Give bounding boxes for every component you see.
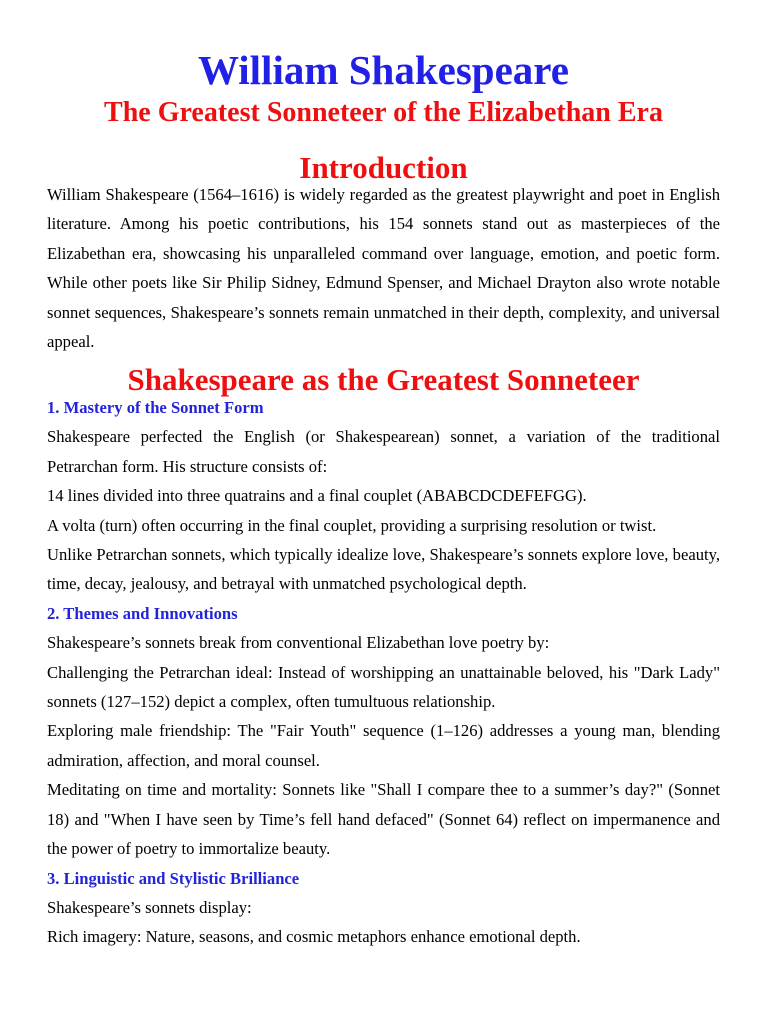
mastery-intro: Shakespeare perfected the English (or Shakespearean) sonnet, a variation of the traditional Petrarchan form. His structure consists of: [47, 427, 720, 476]
themes-point-2: Exploring male friendship: The "Fair Youth" sequence (1–126) addresses a young man, blending admiration, affection, and moral counsel. [47, 721, 720, 770]
themes-point-3: Meditating on time and mortality: Sonnets like "Shall I compare thee to a summer’s day?" (Sonnet 18) and "When I have seen by Time’s fell hand defaced" (Sonnet 64) reflect on impermanence and the power of poetry to immortalize beauty. [47, 780, 720, 859]
introduction-paragraph: William Shakespeare (1564–1616) is widely regarded as the greatest playwright and poet in English literature. Among his poetic contributions, his 154 sonnets stand out as masterpieces of the Elizabethan era, showcasing his unparalleled command over language, emotion, and poetic form. While other poets like Sir Philip Sidney, Edmund Spenser, and Michael Drayton also wrote notable sonnet sequences, Shakespeare’s sonnets remain unmatched in their depth, complexity, and universal appeal. [47, 185, 720, 352]
introduction-heading: Introduction [299, 150, 468, 185]
mastery-heading: 1. Mastery of the Sonnet Form [47, 398, 264, 417]
document-title: William Shakespeare [198, 47, 569, 93]
linguistic-heading: 3. Linguistic and Stylistic Brilliance [47, 868, 300, 888]
linguistic-point-1: Rich imagery: Nature, seasons, and cosmic metaphors enhance emotional depth. [47, 927, 581, 947]
mastery-point-3: Unlike Petrarchan sonnets, which typically idealize love, Shakespeare’s sonnets explore love, beauty, time, decay, jealousy, and betrayal with unmatched psychological depth. [47, 545, 720, 594]
themes-intro: Shakespeare’s sonnets break from conventional Elizabethan love poetry by: [47, 633, 550, 653]
document-subtitle: The Greatest Sonneteer of the Elizabethan Era [104, 97, 663, 128]
mastery-point-2: A volta (turn) often occurring in the final couplet, providing a surprising resolution or twist. [47, 515, 657, 535]
themes-point-1: Challenging the Petrarchan ideal: Instead of worshipping an unattainable beloved, his "Dark Lady" sonnets (127–152) depict a complex, often tumultuous relationship. [47, 662, 720, 712]
linguistic-intro: Shakespeare’s sonnets display: [47, 897, 252, 917]
mastery-point-1: 14 lines divided into three quatrains and a final couplet (ABABCDCDEFEFGG). [47, 486, 587, 506]
section-body [47, 393, 720, 952]
section-heading: Shakespeare as the Greatest Sonneteer [127, 362, 640, 397]
themes-heading: 2. Themes and Innovations [47, 603, 238, 623]
